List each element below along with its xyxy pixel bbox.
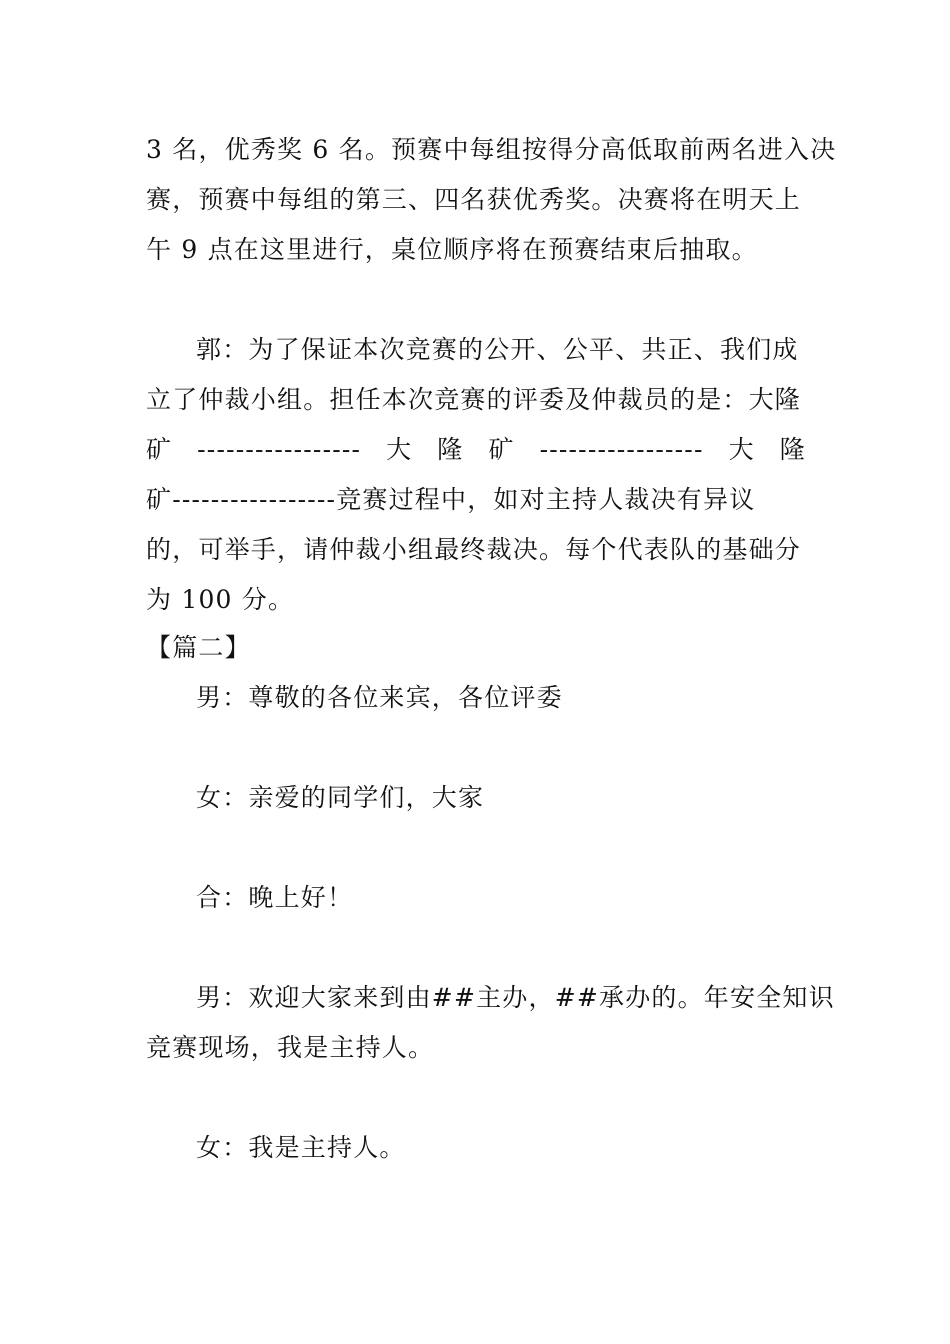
text-line: 午 9 点在这里进行，桌位顺序将在预赛结束后抽取。 — [146, 235, 758, 264]
text-line: 矿-----------------竞赛过程中，如对主持人裁决有异议 — [146, 485, 756, 514]
text-line: 郭：为了保证本次竞赛的公开、公平、共正、我们成 — [196, 335, 799, 364]
dialogue-line: 男：尊敬的各位来宾，各位评委 — [196, 683, 563, 712]
text-line: 3 名，优秀奖 6 名。预赛中每组按得分高低取前两名进入决 — [146, 135, 837, 164]
text-line: 为 100 分。 — [146, 585, 295, 614]
dialogue-line: 男：欢迎大家来到由##主办，##承办的。年安全知识 — [196, 983, 835, 1012]
text-fragment: 隆 — [437, 435, 464, 464]
text-fragment: ----------------- — [539, 435, 704, 464]
text-line: 的，可举手，请仲裁小组最终裁决。每个代表队的基础分 — [146, 535, 802, 564]
text-fragment: 矿 — [488, 435, 515, 464]
dialogue-line: 女：亲爱的同学们，大家 — [196, 783, 485, 812]
text-line: 赛，预赛中每组的第三、四名获优秀奖。决赛将在明天上 — [146, 185, 802, 214]
text-fragment: 矿 — [146, 435, 173, 464]
text-fragment: ----------------- — [197, 435, 362, 464]
dialogue-line: 竞赛现场，我是主持人。 — [146, 1033, 435, 1062]
text-fragment: 大 — [386, 435, 413, 464]
text-line: 立了仲裁小组。担任本次竞赛的评委及仲裁员的是：大隆 — [146, 385, 802, 414]
text-fragment: 大 — [728, 435, 755, 464]
dialogue-line: 合：晚上好！ — [196, 883, 354, 912]
section-heading: 【篇二】 — [146, 633, 251, 662]
dialogue-line: 女：我是主持人。 — [196, 1133, 406, 1162]
text-fragment: 隆 — [779, 435, 806, 464]
justified-text-line — [146, 433, 806, 467]
